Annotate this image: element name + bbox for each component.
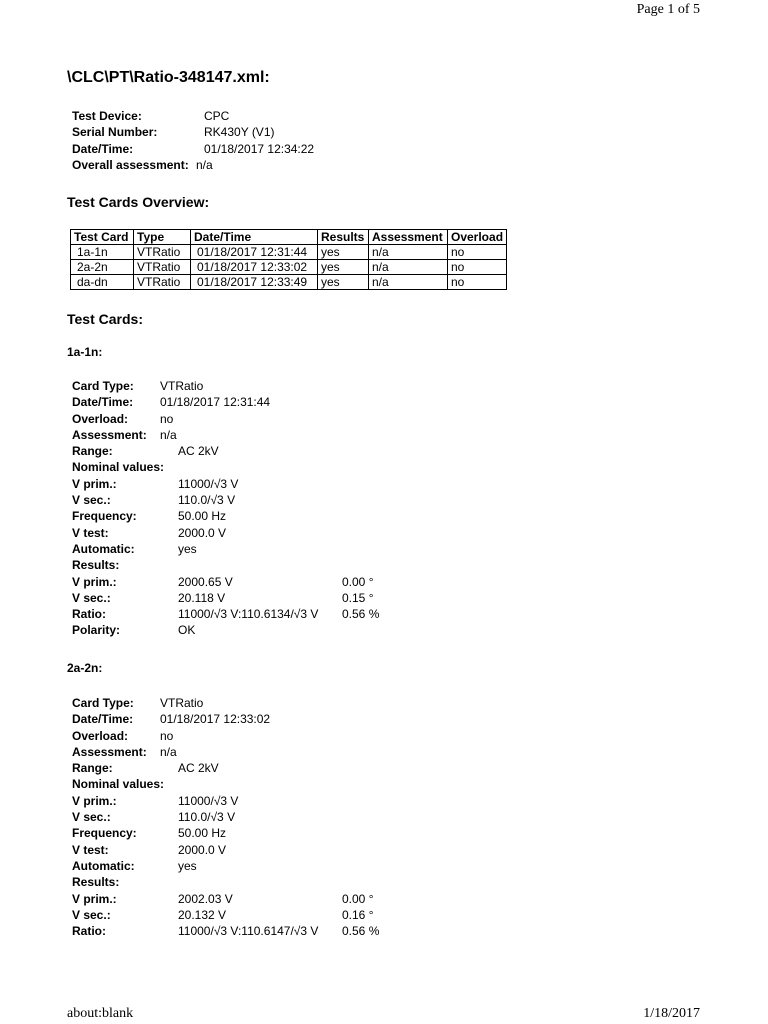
table-cell: yes	[318, 260, 369, 275]
column-header: Test Card	[71, 230, 134, 245]
field-label: V test:	[72, 842, 109, 857]
table-cell: 01/18/2017 12:31:44	[191, 245, 318, 260]
field-value: AC 2kV	[178, 761, 219, 776]
card-name: 2a-2n:	[67, 661, 103, 675]
overview-table	[70, 229, 507, 290]
field-value: 11000/√3 V:110.6134/√3 V	[178, 607, 319, 622]
section-label: Results:	[72, 875, 120, 890]
table-row	[71, 275, 507, 290]
info-value: n/a	[196, 157, 213, 172]
field-value: 2002.03 V	[178, 891, 233, 906]
column-header: Type	[134, 230, 191, 245]
field-value: no	[160, 411, 174, 426]
field-value: 20.132 V	[178, 907, 227, 922]
table-cell: 01/18/2017 12:33:02	[191, 260, 318, 275]
field-value: 50.00 Hz	[178, 509, 227, 524]
field-value: VTRatio	[160, 696, 204, 710]
table-cell: no	[448, 275, 507, 290]
field-extra: 0.56 %	[342, 607, 380, 622]
table-cell: VTRatio	[134, 260, 191, 275]
field-label: Date/Time:	[72, 395, 134, 410]
field-label: Frequency:	[72, 826, 137, 841]
field-label: Ratio:	[72, 607, 106, 622]
field-label: Assessment:	[72, 744, 147, 759]
field-value: 2000.0 V	[178, 525, 227, 540]
field-value: 11000/√3 V:110.6147/√3 V	[178, 924, 319, 939]
field-label: V prim.:	[72, 793, 117, 808]
field-value: 110.0/√3 V	[178, 493, 236, 508]
field-value: yes	[178, 858, 197, 873]
field-value: n/a	[160, 427, 177, 442]
field-extra: 0.00 °	[342, 574, 374, 589]
info-label: Test Device:	[72, 109, 142, 123]
field-label: V prim.:	[72, 574, 117, 589]
field-value: 11000/√3 V	[178, 476, 239, 491]
card-details	[72, 695, 379, 939]
field-label: Card Type:	[72, 696, 134, 710]
field-value: AC 2kV	[178, 444, 219, 459]
info-label: Overall assessment:	[72, 157, 189, 172]
column-header: Overload	[448, 230, 507, 245]
table-cell: yes	[318, 245, 369, 260]
table-cell: no	[448, 260, 507, 275]
field-label: Range:	[72, 761, 113, 776]
field-value: 50.00 Hz	[178, 826, 227, 841]
info-label: Serial Number:	[72, 125, 158, 140]
field-label: Assessment:	[72, 427, 147, 442]
device-info	[72, 108, 314, 173]
page-number: Page 1 of 5	[636, 2, 700, 17]
table-cell: yes	[318, 275, 369, 290]
field-value: yes	[178, 541, 197, 556]
field-value: 2000.65 V	[178, 574, 233, 589]
info-value: CPC	[204, 109, 230, 123]
card-details	[72, 378, 379, 639]
table-cell: 01/18/2017 12:33:49	[191, 275, 318, 290]
table-cell: da-dn	[71, 275, 134, 290]
column-header: Results	[318, 230, 369, 245]
table-cell: 1a-1n	[71, 245, 134, 260]
field-label: Polarity:	[72, 623, 121, 638]
column-header: Date/Time	[191, 230, 318, 245]
field-label: V sec.:	[72, 493, 111, 508]
info-value: 01/18/2017 12:34:22	[204, 141, 315, 156]
field-label: Frequency:	[72, 509, 137, 524]
field-label: Card Type:	[72, 379, 134, 393]
field-label: V sec.:	[72, 590, 111, 605]
table-cell: VTRatio	[134, 245, 191, 260]
field-label: V sec.:	[72, 810, 111, 825]
info-label: Date/Time:	[72, 141, 134, 156]
field-label: Ratio:	[72, 924, 106, 939]
field-label: V sec.:	[72, 907, 111, 922]
section-label: Nominal values:	[72, 460, 165, 475]
field-value: OK	[178, 623, 196, 638]
field-label: Overload:	[72, 411, 129, 426]
card-name: 1a-1n:	[67, 345, 103, 359]
footer-date: 1/18/2017	[643, 1006, 700, 1021]
table-row	[71, 260, 507, 275]
section-label: Results:	[72, 558, 120, 573]
field-extra: 0.00 °	[342, 891, 374, 906]
field-extra: 0.56 %	[342, 924, 380, 939]
field-value: no	[160, 728, 174, 743]
field-value: 2000.0 V	[178, 842, 227, 857]
field-value: 110.0/√3 V	[178, 810, 236, 825]
field-label: V prim.:	[72, 476, 117, 491]
field-value: VTRatio	[160, 379, 204, 393]
footer-url: about:blank	[67, 1006, 134, 1021]
table-row	[71, 245, 507, 260]
field-value: 01/18/2017 12:33:02	[160, 712, 271, 727]
field-label: V test:	[72, 525, 109, 540]
document-title: \CLC\PT\Ratio-348147.xml:	[67, 69, 270, 86]
table-cell: no	[448, 245, 507, 260]
field-label: Date/Time:	[72, 712, 134, 727]
field-label: Range:	[72, 444, 113, 459]
table-cell: n/a	[369, 260, 448, 275]
field-extra: 0.16 °	[342, 907, 374, 922]
field-extra: 0.15 °	[342, 590, 374, 605]
table-header-row	[71, 230, 507, 245]
info-value: RK430Y (V1)	[204, 125, 275, 140]
table-cell: 2a-2n	[71, 260, 134, 275]
field-label: Overload:	[72, 728, 129, 743]
table-cell: n/a	[369, 245, 448, 260]
table-cell: VTRatio	[134, 275, 191, 290]
test-cards-heading: Test Cards:	[67, 311, 143, 327]
field-label: Automatic:	[72, 541, 135, 556]
section-label: Nominal values:	[72, 777, 165, 792]
field-value: 20.118 V	[178, 590, 226, 605]
column-header: Assessment	[369, 230, 448, 245]
field-value: 11000/√3 V	[178, 793, 239, 808]
table-cell: n/a	[369, 275, 448, 290]
field-label: Automatic:	[72, 858, 135, 873]
field-label: V prim.:	[72, 891, 117, 906]
field-value: 01/18/2017 12:31:44	[160, 395, 271, 410]
overview-heading: Test Cards Overview:	[67, 194, 210, 210]
field-value: n/a	[160, 744, 177, 759]
